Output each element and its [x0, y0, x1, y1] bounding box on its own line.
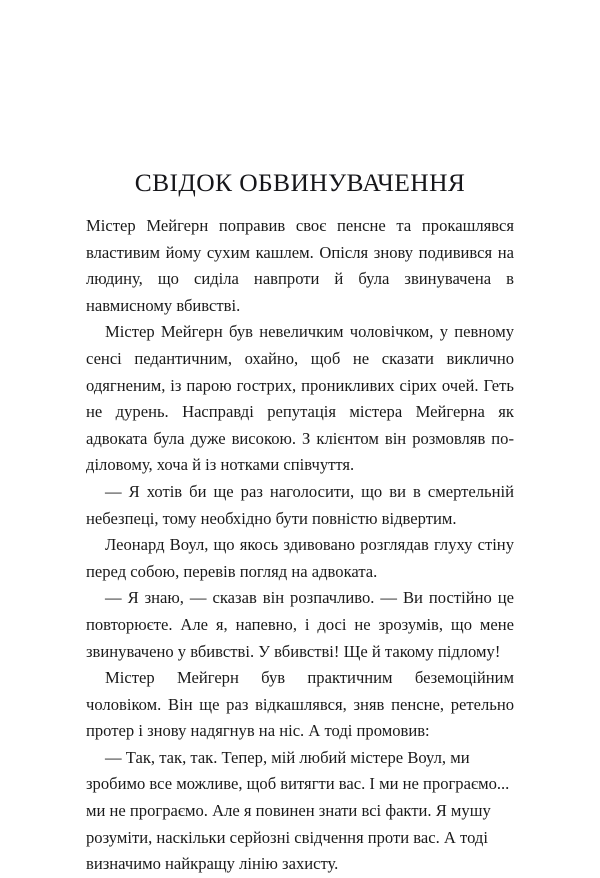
paragraph-dialogue: — Я знаю, — сказав він розпачливо. — Ви постійно це повторюєте. Але я, напевно, і досі не зрозумів, що мене звинувачено у вбивстві. У вбивстві! Ще й такому підлому!	[86, 588, 514, 661]
paragraph: Леонард Воул, що якось здивовано розглядав глуху стіну перед собою, перевів погляд на адвоката.	[86, 535, 514, 581]
paragraph: Містер Мейгерн поправив своє пенсне та прокашлявся властивим йому сухим кашлем. Опісля знову подивився на людину, що сиділа навпроти й була звинувачена в навмисному вбивстві.	[86, 216, 514, 315]
body-text-block	[86, 213, 514, 878]
paragraph: Містер Мейгерн був невеличким чоловічком, у певному сенсі педантичним, охайно, щоб не сказати виклично одягненим, із парою гострих, проникливих сірих очей. Геть не дурень. Насправді репутація містера Мейгерна як адвоката була дуже високою. З клієнтом він розмовляв по-діловому, хоча й із нотками співчуття.	[86, 322, 514, 475]
paragraph-dialogue: — Я хотів би ще раз наголосити, що ви в смертельній небезпеці, тому необхідно бути повністю відвертим.	[86, 481, 514, 528]
page-title: СВІДОК ОБВИНУВАЧЕННЯ	[134, 168, 466, 198]
paragraph: Містер Мейгерн був практичним беземоційним чоловіком. Він ще раз відкашлявся, зняв пенсне, ретельно протер і знову надягнув на ніс. А тоді промовив:	[86, 668, 514, 741]
paragraph-dialogue: — Так, так, так. Тепер, мій любий містере Воул, ми зробимо все можливе, щоб витягти вас. І ми не програємо... ми не програємо. Але я повинен знати всі факти. Я мушу розуміти, наскільки серйозні свідчення проти вас. А тоді визначимо найкращу лінію захисту.	[86, 747, 510, 874]
